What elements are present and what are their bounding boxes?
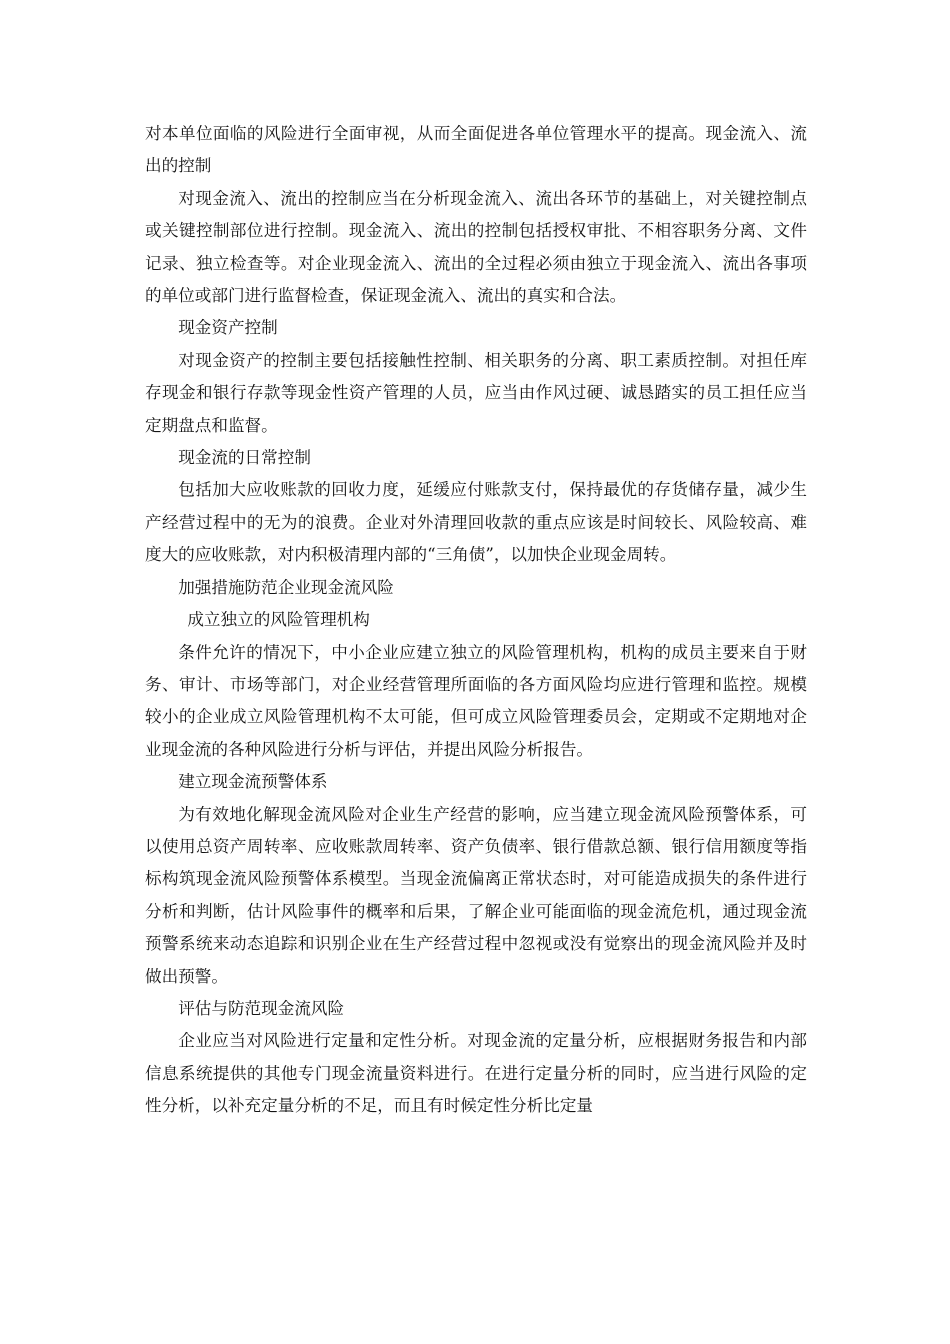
paragraph-opening: 对本单位面临的风险进行全面审视，从而全面促进各单位管理水平的提高。现金流入、流出的控制 [145,124,807,176]
heading-strengthen-measures: 加强措施防范企业现金流风险 [178,577,394,597]
heading-assess-prevent-risk: 评估与防范现金流风险 [178,998,345,1018]
paragraph-warning-system: 为有效地化解现金流风险对企业生产经营的影响，应当建立现金流风险预警体系，可以使用总资产周转率、应收账款周转率、资产负债率、银行借款总额、银行信用额度等指标构筑现金流风险预警体系模型。当现金流偏离正常状态时，对可能造成损失的条件进行分析和判断，估计风险事件的概率和后果，了解企业可能面临的现金流危机，通过现金流预警系统来动态追踪和识别企业在生产经营过程中忽视或没有觉察出的现金流风险并及时做出预警。 [145,804,807,986]
heading-warning-system: 建立现金流预警体系 [178,772,328,792]
paragraph-risk-management-body: 条件允许的情况下，中小企业应建立独立的风险管理机构，机构的成员主要来自于财务、审计、市场等部门，对企业经营管理所面临的各方面风险均应进行管理和监控。规模较小的企业成立风险管理机构不太可能，但可成立风险管理委员会，定期或不定期地对企业现金流的各种风险进行分析与评估，并提出风险分析报告。 [145,642,807,759]
heading-risk-management-body: 成立独立的风险管理机构 [187,610,370,630]
heading-cash-asset-control: 现金资产控制 [178,318,278,338]
paragraph-cash-asset-control: 对现金资产的控制主要包括接触性控制、相关职务的分离、职工素质控制。对担任库存现金和银行存款等现金性资产管理的人员，应当由作风过硬、诚恳踏实的员工担任应当定期盘点和监督。 [145,350,807,435]
paragraph-daily-cash-flow-control: 包括加大应收账款的回收力度，延缓应付账款支付，保持最优的存货储存量，减少生产经营过程中的无为的浪费。企业对外清理回收款的重点应该是时间较长、风险较高、难度大的应收账款，对内积极清理内部的“三角债”，以加快企业现金周转。 [145,480,807,565]
heading-daily-cash-flow-control: 现金流的日常控制 [178,448,311,468]
document-page [145,118,807,1123]
paragraph-cash-flow-control: 对现金流入、流出的控制应当在分析现金流入、流出各环节的基础上，对关键控制点或关键控制部位进行控制。现金流入、流出的控制包括授权审批、不相容职务分离、文件记录、独立检查等。对企业现金流入、流出的全过程必须由独立于现金流入、流出各事项的单位或部门进行监督检查，保证现金流入、流出的真实和合法。 [145,188,807,306]
paragraph-assess-prevent-risk: 企业应当对风险进行定量和定性分析。对现金流的定量分析，应根据财务报告和内部信息系统提供的其他专门现金流量资料进行。在进行定量分析的同时，应当进行风险的定性分析，以补充定量分析的不足，而且有时候定性分析比定量 [145,1031,807,1116]
